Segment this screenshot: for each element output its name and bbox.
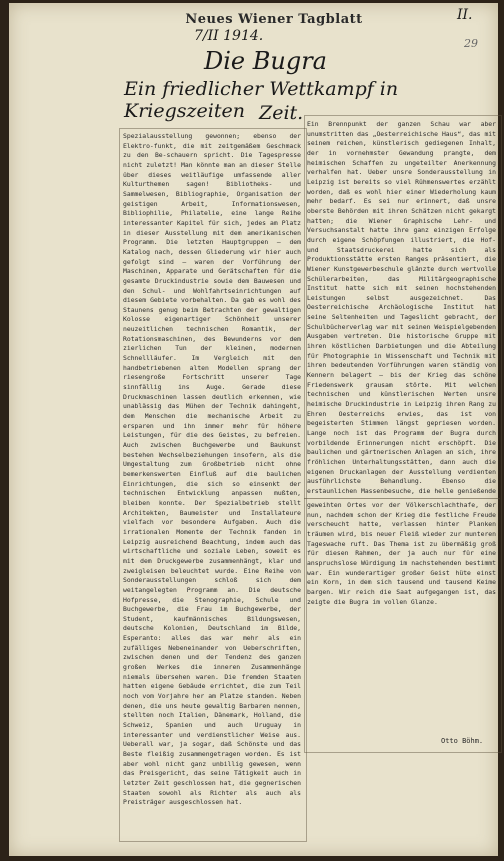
handwritten-date: 7/II 1914. bbox=[194, 28, 264, 44]
author-signature: Otto Böhm. bbox=[441, 737, 484, 745]
archive-mark: II. bbox=[457, 7, 473, 23]
article-column-right-bottom: geweihten Ortes vor der Völkerschlachthafe, der nun, nachdem schon der Krieg die festliche Freude verscheucht hatte, verlassen hinter Planken träumen wird, bis neuer Fleiß wieder zur munteren Tageswache ruft. Das Thema ist zu übermäßig groß für diesen Rahmen, der ja auch nur für eine anspruchslose Würdigung im nachstehenden bestimmt war. Ein wunderartiger großer Geist hüte einst ein Korn, in dem sich tausend und tausend Keime bargen. Wir reich die Saat aufgegangen ist, das zeigte die Bugra im vollen Glanze. bbox=[307, 501, 496, 606]
archive-sheet bbox=[9, 3, 498, 856]
handwritten-subtitle-line2: Zeit. bbox=[259, 102, 304, 124]
newspaper-masthead: Neues Wiener Tagblatt bbox=[185, 12, 363, 27]
folio-number: 29 bbox=[464, 37, 478, 50]
handwritten-title: Die Bugra bbox=[204, 47, 327, 75]
article-column-right-top: Ein Brennpunkt der ganzen Schau war aber unumstritten das „Oesterreichische Haus“, das mit seinem reichen, künstlerisch gediegenen Inhalt, der in vornehmster Gewandung prangte, dem heimischen Schaffen zu ungeteilter Anerkennung verhalfen hat. Ueber unsre Sonderausstellung in Leipzig ist bereits so viel Rühmenswertes erzählt worden, daß es wohl hier einer Wiederholung kaum mehr bedarf. Es sei nur erinnert, daß unsre oberste Behörden mit ihren Schätzen nicht gekargt hatten; die Wiener Graphische Lehr- und Versuchsanstalt hatte ihre ganz einzigen Erfolge durch eigene Schöpfungen illustriert, die Hof- und Staatsdruckerei hatte sich als Produktionsstätte ersten Ranges präsentiert, die Wiener Kunstgewerbeschule glänzte durch wertvolle Schülerarbeiten, das Militärgeographische Institut hatte sich mit seinen hochstehenden Leistungen selbst ausgezeichnet. Das Oesterreichische Archäologische Institut hat seine Seltenheiten und Tageslicht gebracht, der Schulbücherverlag war mit seinen Weispielgebenden Ausgaben vertreten. Die historische Gruppe mit ihren köstlichen Darbietungen und die Abteilung für Photographie in Wissenschaft und Technik mit ihren bedeutenden Vorführungen waren ständig von Kennern belagert — bis der Krieg das schöne Friedenswerk grausam störte. Mit welchen technischen und künstlerischen Werten unsre heimische Druckindustrie in Leipzig ihren Rang zu Ehren Oesterreichs erwies, das ist von begeisterten Stimmen längst gepriesen worden. Lange noch ist das Programm der Bugra durch vorbildende Erinnerungen nicht erschöpft. Die baulichen und gärtnerischen Anlagen an sich, ihre fröhlichen Unterhaltungsstätten, dann auch die eigenen Druckanlagen der Ausstellung verdienten ausführlichste Behandlung. Ebenso die erstaunlichen Massenbesuche, die helle genießende bbox=[307, 120, 496, 495]
article-column-left: Spezialausstellung gewonnen; ebenso der Elektro-funkt, die mit zeitgemäßem Geschmack zu den Be-schauern spricht. Die Tagespresse nicht zuletzt! Man könnte man an dieser Stelle über dieses weitläufige umfassende aller Kulturthemen sagen! Bibliotheks- und Sammelwesen, Bibliographie, Organisation der geistigen Arbeit, Informationswesen, Bibliophilie, Philatelie, eine lange Reihe interessanter Kapitel für sich, jedes am Platz in dieser Ausstellung mit dem amerikanischen Programm. Die letzten Hauptgruppen — dem Katalog nach, dessen Gliederung wir hier auch gefolgt sind — waren der Vorführung der Maschinen, Apparate und Gerätschaften für die gesamte Druckindustrie sowie dem Bauwesen und den Schul- und Wohlfahrtseinrichtungen auf diesem Gebiete vorbehalten. Da gab es wohl des Staunens genug beim Betrachten der gewaltigen Kolosse eigenartiger Schönheit unserer neuzeitlichen technischen Romantik, der Rotationsmaschinen, des Bewunderns vor dem zierlichen Tun der kleinen, modernen Schnellläufer. Im Vergleich mit den handbetriebenen alten Modellen sprang der riesengroße Fortschritt unserer Tage sinnfällig ins Auge. Gerade diese Druckmaschinen lassen deutlich erkennen, wie unablässig das Mühen der Technik dahingeht, dem Menschen die mechanische Arbeit zu ersparen und ihn immer mehr für höhere Leistungen, für die des Geistes, zu befreien. Auch zwischen Buchgewerbe und Baukunst bestehen Wechselbeziehungen insofern, als die Umgestaltung zum Großbetrieb nicht ohne bemerkenswerten Einfluß auf die baulichen Einrichtungen, die sich so einsenkt der technischen Entwicklung anpassen mußten, bleiben konnte. Der Spezialbetrieb stellt Architekten, Baumeister und Installateure vielfach vor besondere Aufgaben. Auch die irrationalen Momente der Technik fanden in Leipzig ausreichend Beachtung, indem auch das wirtschaftliche und soziale Leben, soweit es mit dem Druckgewerbe zusammenhängt, klar und zweigleisen beleuchtet wurde. Eine Reihe von Sonderausstellungen schloß sich dem weitangelegten Programm an. Die deutsche Hofpresse, die Stenographie, Schule und Buchgewerbe, die Frau im Buchgewerbe, der Student, kaufmännisches Bildungswesen, deutsche Kolonien, Deutschland im Bilde, Esperanto: alles das war mehr als ein zufälliges Nebeneinander von Ueberschriften, zwischen denen und der Tendenz des ganzen großen Werkes die inneren Zusammenhänge niemals übersehen waren. Die fremden Staaten hatten eigene Gebäude errichtet, die zum Teil noch vom Vorjahre her am Platze standen. Neben denen, die uns heute gewaltig Barbaren nennen, stellten noch Italien, Dänemark, Holland, die Schweiz, Spanien und auch Uruguay in interessanter und verdienstlicher Weise aus. Ueberall war, ja sogar, daß Schönste und das Beste fleißig zusammengetragen worden. Es ist aber wohl nicht ganz unbillig gewesen, wenn das Preisgericht, das seine Tätigkeit auch in letzter Zeit geschlossen hat, die gegnerischen Staaten sowohl als Richter als auch als Preisträger ausgeschlossen hat. bbox=[123, 132, 301, 807]
handwritten-subtitle-line1: Ein friedlicher Wettkampf in Kriegszeiten bbox=[124, 78, 399, 122]
clipping-seam bbox=[304, 498, 500, 499]
